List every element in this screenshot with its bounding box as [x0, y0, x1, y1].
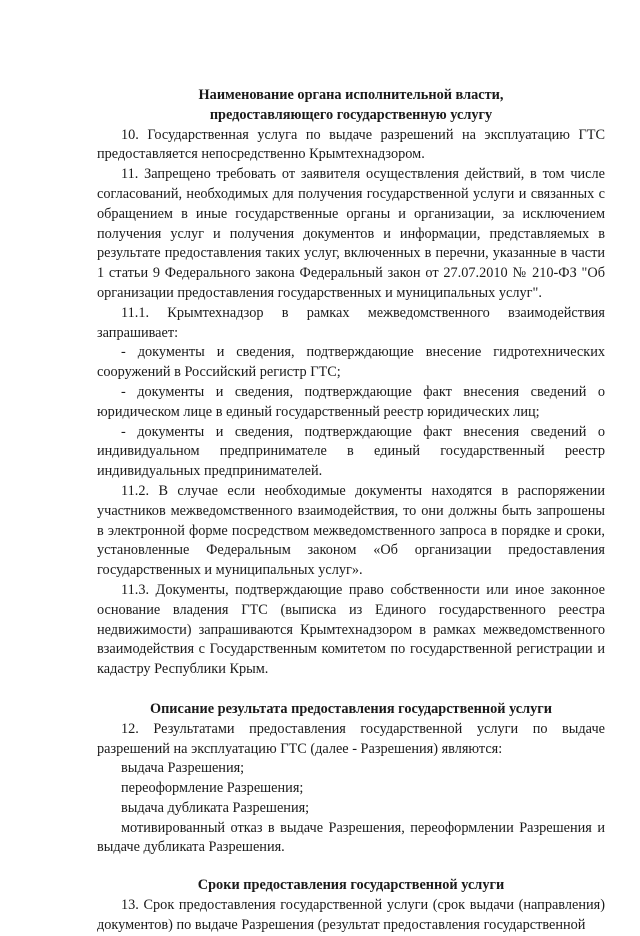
paragraph: 13. Срок предоставления государственной услуги (срок выдачи (направления) документов) по выдаче Разрешения (результат предоставления государственной — [97, 897, 605, 933]
paragraph: 11.2. В случае если необходимые документы находятся в распоряжении участников межведомственного взаимодействия, то они должны быть запрошены в электронной форме посредством межведомственного запроса в порядке и сроки, установленные Федеральным законом «Об организации предоставления государственных и муниципальных услуг». — [97, 482, 605, 579]
paragraph: 10. Государственная услуга по выдаче разрешений на эксплуатацию ГТС предоставляется непосредственно Крымтехнадзором. — [97, 126, 605, 163]
section-heading-terms: Сроки предоставления государственной услуги — [197, 877, 505, 894]
list-item: - документы и сведения, подтверждающие факт внесения сведений о юридическом лице в единый государственный реестр юридических лиц; — [97, 383, 605, 420]
list-item: - документы и сведения, подтверждающие факт внесения сведений о индивидуальном предпринимателе в единый государственный реестр индивидуальных предпринимателей. — [97, 423, 605, 480]
document-body — [97, 86, 605, 936]
heading-line: предоставляющего государственную услугу — [209, 106, 493, 123]
section-heading-result: Описание результата предоставления государственной услуги — [149, 700, 553, 717]
section-gap — [97, 680, 605, 700]
paragraph: 11.1. Крымтехнадзор в рамках межведомственного взаимодействия запрашивает: — [97, 304, 605, 341]
paragraph: 11.3. Документы, подтверждающие право собственности или иное законное основание владения ГТС (выписка из Единого государственного реестра недвижимости) запрашиваются Крымтехнадзором в рамках межведомственного взаимодействия с Государственным комитетом по государственной регистрации и кадастру Республики Крым. — [97, 581, 605, 678]
paragraph: 12. Результатами предоставления государственной услуги по выдаче разрешений на эксплуатацию ГТС (далее - Разрешения) являются: — [97, 720, 605, 757]
section-heading-authority — [97, 86, 605, 126]
section-gap — [97, 858, 605, 876]
paragraph: 11. Запрещено требовать от заявителя осуществления действий, в том числе согласований, необходимых для получения государственной услуги и связанных с обращением в иные государственные органы и организации, за исключением получения услуг и получения документов и информации, представляемых в результате предоставления таких услуг, включенных в перечни, указанные в части 1 статьи 9 Федерального закона Федеральный закон от 27.07.2010 № 210-ФЗ "Об организации предоставления государственных и муниципальных услуг". — [97, 166, 605, 301]
list-item: мотивированный отказ в выдаче Разрешения, переоформлении Разрешения и выдаче дубликата Разрешения. — [97, 819, 605, 856]
list-item: выдача дубликата Разрешения; — [121, 799, 310, 816]
list-item: выдача Разрешения; — [121, 760, 245, 777]
list-item: переоформление Разрешения; — [121, 780, 304, 797]
list-item: - документы и сведения, подтверждающие внесение гидротехнических сооружений в Российский регистр ГТС; — [97, 344, 605, 381]
heading-line: Наименование органа исполнительной власти, — [198, 87, 504, 103]
